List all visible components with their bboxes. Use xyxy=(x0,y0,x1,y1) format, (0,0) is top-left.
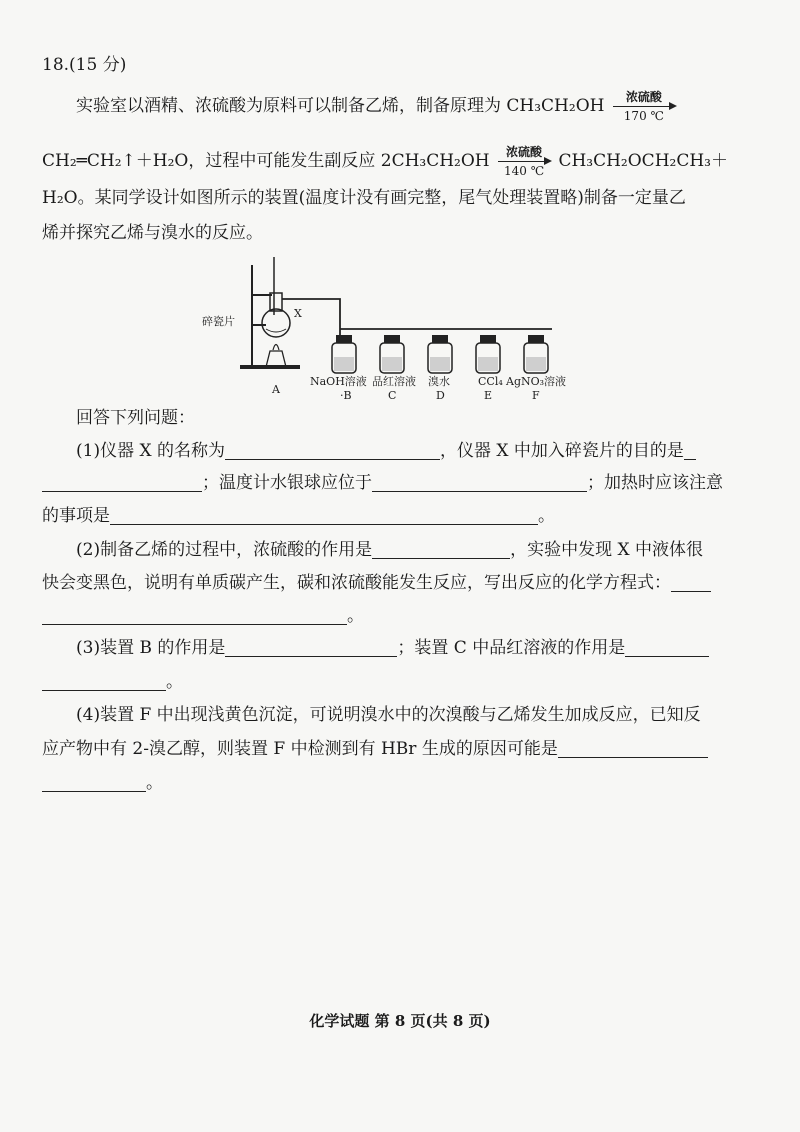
arrow-condition-top: 浓硫酸 xyxy=(625,90,662,104)
q4-line-1: (4)装置 F 中出现浅黄色沉淀，可说明溴水中的次溴酸与乙烯发生加成反应，已知反 xyxy=(76,705,701,725)
q1-text-c: ；温度计水银球应位于 xyxy=(202,473,372,493)
q1-blank-purpose[interactable] xyxy=(42,473,202,492)
q4-line-3 xyxy=(42,770,740,796)
q1-line-1 xyxy=(42,438,740,464)
q3-blank-b-role[interactable] xyxy=(225,638,397,657)
q1-blank-purpose-start[interactable] xyxy=(684,441,696,460)
q2-line-3 xyxy=(42,603,740,629)
arrow-shaft xyxy=(613,106,675,107)
bottle-solution-b: NaOH溶液 xyxy=(310,375,367,388)
q2-text-d: 。 xyxy=(347,606,364,626)
bottle-solution-e: CCl₄ xyxy=(478,375,503,388)
arrow-condition-bottom: 170 ℃ xyxy=(623,109,664,123)
bottle-letter-b: ·B xyxy=(340,389,352,402)
q2-line-2 xyxy=(42,570,740,596)
q3-line-1 xyxy=(42,635,740,661)
bottle-c xyxy=(380,335,404,373)
q1-text-d: ；加热时应该注意 xyxy=(587,473,723,493)
q4-blank-reason-start[interactable] xyxy=(558,739,708,758)
bottle-solution-d: 溴水 xyxy=(428,375,450,388)
arrow-condition-bottom: 140 ℃ xyxy=(503,164,545,178)
q4-text-c: 。 xyxy=(146,773,163,793)
q1-blank-apparatus-name[interactable] xyxy=(225,441,440,460)
q4-blank-reason[interactable] xyxy=(42,773,146,792)
intro-line-1 xyxy=(42,90,740,123)
q1-text-a: (1)仪器 X 的名称为 xyxy=(76,441,225,461)
arrow-shaft xyxy=(498,161,550,162)
delivery-tube xyxy=(282,299,340,335)
q2-text-a: (2)制备乙烯的过程中，浓硫酸的作用是 xyxy=(76,540,373,560)
page-footer: 化学试题 第 8 页(共 8 页) xyxy=(309,1012,491,1030)
q2-blank-acid-role[interactable] xyxy=(372,540,510,559)
flask-liquid xyxy=(266,329,286,332)
q1-line-3 xyxy=(42,503,740,529)
q3-blank-c-role[interactable] xyxy=(42,672,166,691)
bottle-letter-f: F xyxy=(532,389,540,402)
flame-icon xyxy=(273,345,279,351)
bottle-letter-c: C xyxy=(388,389,397,402)
q3-line-2 xyxy=(42,669,740,695)
intro-text-1: 实验室以酒精、浓硫酸为原料可以制备乙烯，制备原理为 CH₃CH₂OH xyxy=(76,96,605,116)
reaction-arrow-140 xyxy=(498,145,550,178)
q2-text-b: ，实验中发现 X 中液体很 xyxy=(510,540,704,560)
q2-line-1 xyxy=(42,537,740,563)
q2-blank-equation-start[interactable] xyxy=(671,573,711,592)
label-a: A xyxy=(272,383,280,396)
q2-blank-equation[interactable] xyxy=(42,606,347,625)
q4-line-2 xyxy=(42,736,740,762)
q1-text-e: 的事项是 xyxy=(42,506,110,526)
intro-line-2 xyxy=(42,145,740,178)
bottle-letter-d: D xyxy=(436,389,445,402)
bottle-solution-f: AgNO₃溶液 xyxy=(506,375,567,388)
bottle-f xyxy=(524,335,548,373)
q1-text-f: 。 xyxy=(538,506,555,526)
intro-line-4: 烯并探究乙烯与溴水的反应。 xyxy=(42,223,263,243)
apparatus-diagram xyxy=(200,255,580,405)
q3-text-a: (3)装置 B 的作用是 xyxy=(76,638,226,658)
label-porcelain: 碎瓷片 xyxy=(202,315,235,328)
flask-icon xyxy=(262,309,290,337)
bottle-e xyxy=(476,335,500,373)
question-number: 18. xyxy=(42,55,70,75)
q3-text-c: 。 xyxy=(166,672,183,692)
answer-intro: 回答下列问题： xyxy=(76,408,195,428)
bottle-d xyxy=(428,335,452,373)
q1-line-2 xyxy=(42,470,740,496)
arrow-condition-top: 浓硫酸 xyxy=(506,145,543,159)
question-points: (15 分) xyxy=(69,55,127,75)
q1-blank-heating-notes[interactable] xyxy=(110,506,538,525)
q3-blank-c-role-start[interactable] xyxy=(625,638,709,657)
reaction-arrow-170 xyxy=(613,90,675,123)
q1-blank-bulb-position[interactable] xyxy=(372,473,587,492)
bottle-letter-e: E xyxy=(484,389,493,402)
q2-text-c: 快会变黑色，说明有单质碳产生，碳和浓硫酸能发生反应，写出反应的化学方程式： xyxy=(42,573,671,593)
intro-text-2b: CH₃CH₂OCH₂CH₃＋ xyxy=(558,151,728,171)
q1-text-b: ，仪器 X 中加入碎瓷片的目的是 xyxy=(440,441,684,461)
intro-line-3: H₂O。某同学设计如图所示的装置(温度计没有画完整，尾气处理装置略)制备一定量乙 xyxy=(42,188,686,208)
intro-text-2a: CH₂═CH₂↑＋H₂O，过程中可能发生副反应 2CH₃CH₂OH xyxy=(42,151,490,171)
burner-icon xyxy=(266,351,286,367)
q4-text-b: 应产物中有 2-溴乙醇，则装置 F 中检测到有 HBr 生成的原因可能是 xyxy=(42,739,558,759)
bottle-b xyxy=(332,335,356,373)
q3-text-b: ；装置 C 中品红溶液的作用是 xyxy=(397,638,626,658)
label-x: X xyxy=(294,307,302,320)
question-header xyxy=(42,50,126,75)
bottle-solution-c: 品红溶液 xyxy=(372,375,416,388)
